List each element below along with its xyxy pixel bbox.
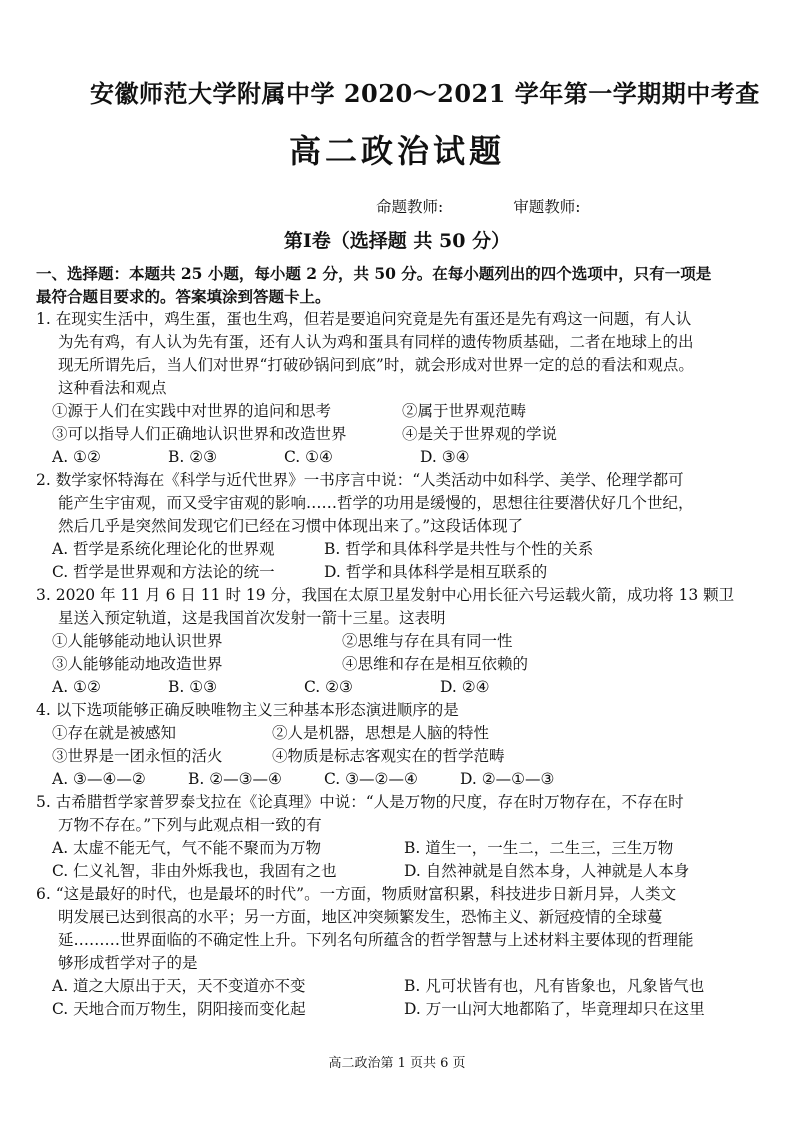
- q5-options: [36, 860, 740, 883]
- option: A. 哲学是系统化理论化的世界观: [52, 540, 275, 558]
- q1-statements: [36, 423, 740, 446]
- option: D. ②—①—③: [460, 770, 555, 788]
- instructions-line: 一、选择题：本题共 25 小题，每小题 2 分，共 50 分。在每小题列出的四个选项中，只有一项是: [36, 264, 712, 283]
- q5-stem: 5. 古希腊哲学家普罗泰戈拉在《论真理》中说：“人是万物的尺度，存在时万物存在，不存在时: [36, 793, 684, 811]
- option: D. 万一山河大地都陷了，毕竟理却只在这里: [404, 1000, 705, 1018]
- option: A. ③—④—②: [52, 770, 146, 788]
- q6-options: [36, 998, 740, 1021]
- q2-stem: 能产生宇宙观，而又受宇宙观的影响……哲学的功用是缓慢的，思想往往要潜伏好几个世纪，: [58, 494, 694, 512]
- q6-stem: 明发展已达到很高的水平；另一方面，地区冲突频繁发生，恐怖主义、新冠疫情的全球蔓: [58, 908, 663, 926]
- reviewer-label: 审题教师:: [513, 198, 581, 216]
- setter-label: 命题教师:: [376, 198, 444, 216]
- q1-stem: 现无所谓先后，当人们对世界“打破砂锅问到底”时，就会形成对世界一定的总的看法和观点。: [58, 356, 694, 374]
- option: D. ③④: [420, 448, 470, 466]
- statement: ③世界是一团永恒的活火: [52, 747, 223, 765]
- statement: ②思维与存在具有同一性: [342, 632, 513, 650]
- option: B. ②③: [168, 448, 218, 466]
- q1-stem: 1. 在现实生活中，鸡生蛋，蛋也生鸡，但若是要追问究竟是先有蛋还是先有鸡这一问题，有人认: [36, 310, 692, 328]
- statement: ②属于世界观范畴: [402, 402, 527, 420]
- questions: [36, 262, 740, 1021]
- option: D. 哲学和具体科学是相互联系的: [324, 563, 548, 581]
- option: A. 道之大原出于天，天不变道亦不变: [52, 977, 306, 995]
- statement: ②人是机器，思想是人脑的特性: [272, 724, 490, 742]
- q2-options: [36, 561, 740, 584]
- q1-statements: [36, 400, 740, 423]
- q2-options: [36, 538, 740, 561]
- q3-statements: [36, 630, 740, 653]
- instructions-line: 最符合题目要求的。答案填涂到答题卡上。: [36, 287, 331, 306]
- q3-stem: 3. 2020 年 11 月 6 日 11 时 19 分，我国在太原卫星发射中心用长征六号运载火箭，成功将 13 颗卫: [36, 586, 735, 604]
- option: C. 哲学是世界观和方法论的统一: [52, 563, 275, 581]
- q1-stem: 这种看法和观点: [58, 379, 167, 397]
- page-footer: 高二政治第 1 页共 6 页: [328, 1056, 466, 1071]
- statement: ④是关于世界观的学说: [402, 425, 558, 443]
- subject-title: 高二政治试题: [288, 132, 505, 170]
- statement: ①存在就是被感知: [52, 724, 177, 742]
- q2-stem: 然后几乎是突然间发现它们已经在习惯中体现出来了。”这段话体现了: [58, 517, 524, 535]
- statement: ③可以指导人们正确地认识世界和改造世界: [52, 425, 347, 443]
- q6-stem: 6. “这是最好的时代，也是最坏的时代”。一方面，物质财富积累，科技进步日新月异，人类文: [36, 885, 677, 903]
- q4-stem: 4. 以下选项能够正确反映唯物主义三种基本形态演进顺序的是: [36, 701, 459, 719]
- q3-options: [36, 676, 740, 699]
- q5-stem: 万物不存在。”下列与此观点相一致的有: [58, 816, 322, 834]
- option: D. ②④: [440, 678, 490, 696]
- section-title: 第Ⅰ卷（选择题 共 50 分）: [283, 230, 511, 252]
- option: C. ①④: [284, 448, 333, 466]
- option: D. 自然神就是自然本身，人神就是人本身: [404, 862, 690, 880]
- option: A. 太虚不能无气，气不能不聚而为万物: [52, 839, 322, 857]
- option: A. ①②: [52, 678, 101, 696]
- q3-statements: [36, 653, 740, 676]
- statement: ③人能够能动地改造世界: [52, 655, 223, 673]
- option: B. 道生一，一生二，二生三，三生万物: [404, 839, 674, 857]
- option: C. ②③: [304, 678, 353, 696]
- q4-options: [36, 768, 740, 791]
- statement: ④思维和存在是相互依赖的: [342, 655, 529, 673]
- q4-statements: [36, 745, 740, 768]
- option: C. 天地合而万物生，阴阳接而变化起: [52, 1000, 306, 1018]
- statement: ①人能够能动地认识世界: [52, 632, 223, 650]
- option: B. 凡可状皆有也，凡有皆象也，凡象皆气也: [404, 977, 705, 995]
- option: C. ③—②—④: [324, 770, 418, 788]
- statement: ①源于人们在实践中对世界的追问和思考: [52, 402, 332, 420]
- q1-options: [36, 446, 740, 469]
- q5-options: [36, 837, 740, 860]
- option: B. ②—③—④: [188, 770, 282, 788]
- q6-options: [36, 975, 740, 998]
- q6-stem: 够形成哲学对子的是: [58, 954, 198, 972]
- q2-stem: 2. 数学家怀特海在《科学与近代世界》一书序言中说：“人类活动中如科学、美学、伦理学都可: [36, 471, 684, 489]
- q1-stem: 为先有鸡，有人认为先有蛋，还有人认为鸡和蛋具有同样的遗传物质基础，二者在地球上的出: [58, 333, 694, 351]
- option: B. 哲学和具体科学是共性与个性的关系: [324, 540, 594, 558]
- option: A. ①②: [52, 448, 101, 466]
- q6-stem: 延………世界面临的不确定性上升。下列名句所蕴含的哲学智慧与上述材料主要体现的哲理能: [58, 931, 694, 949]
- teacher-info: [376, 196, 580, 219]
- q3-stem: 星送入预定轨道，这是我国首次发射一箭十三星。这表明: [58, 609, 446, 627]
- q4-statements: [36, 722, 740, 745]
- option: B. ①③: [168, 678, 218, 696]
- option: C. 仁义礼智，非由外烁我也，我固有之也: [52, 862, 337, 880]
- school-title: 安徽师范大学附属中学 2020～2021 学年第一学期期中考查: [90, 79, 760, 108]
- statement: ④物质是标志客观实在的哲学范畴: [272, 747, 505, 765]
